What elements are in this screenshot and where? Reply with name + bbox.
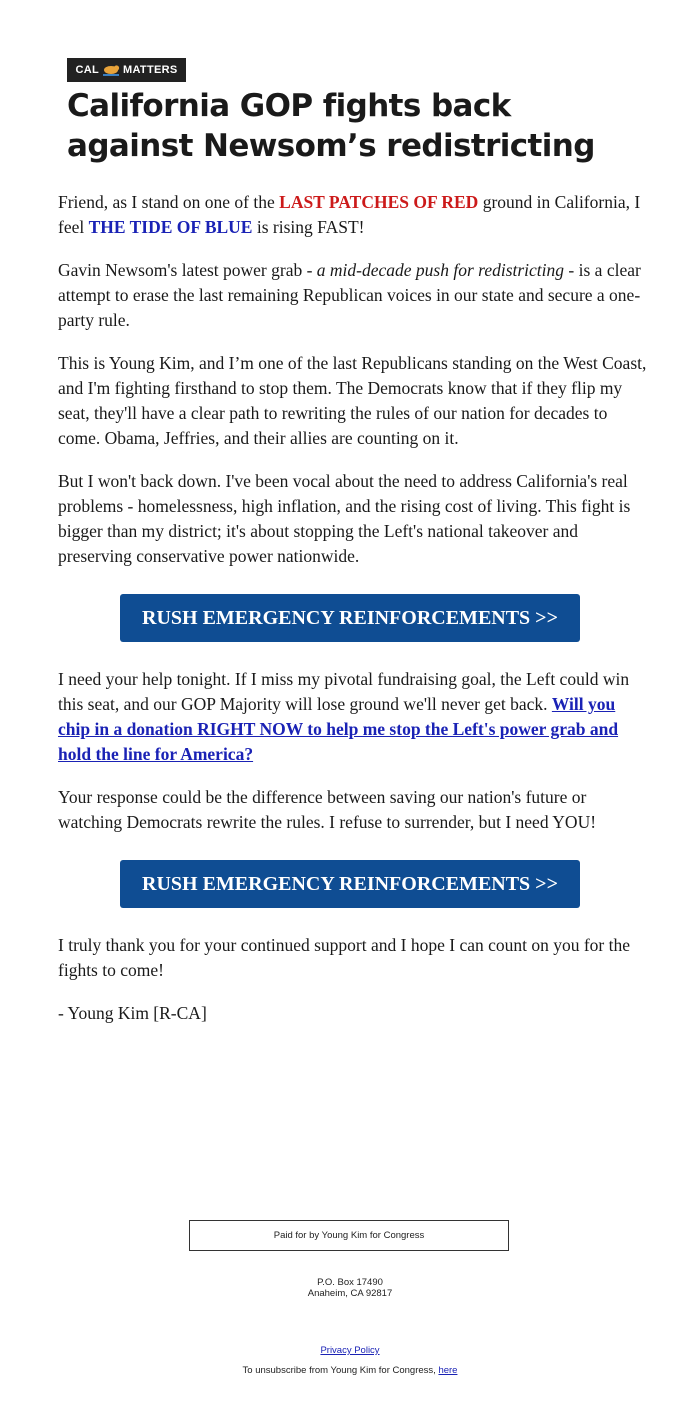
email-body — [58, 190, 648, 1044]
paragraph-need-help — [58, 667, 648, 767]
p5-text-a: I need your help tonight. If I miss my pivotal fundraising goal, the Left could win this seat, and our GOP Majority will lose ground we'll never get back. — [58, 669, 630, 714]
red-emphasis: LAST PATCHES OF RED — [279, 192, 479, 212]
paragraph-young-kim: This is Young Kim, and I’m one of the last Republicans standing on the West Coast, and I'm fighting firsthand to stop them. The Democrats know that if they flip my seat, they'll have a clear path to rewriting the rules of our nation for decades to come. Obama, Jeffries, and their allies are counting on it. — [58, 353, 647, 448]
logo-left-text: CAL — [75, 64, 100, 76]
mailing-address — [200, 1277, 500, 1299]
p1-text-a: Friend, as I stand on one of the — [58, 192, 280, 212]
calmatters-logo[interactable] — [67, 58, 186, 82]
unsubscribe-line — [150, 1361, 550, 1381]
p1-text-b: ground in California, I feel — [58, 192, 641, 237]
p1-text-c: is rising FAST! — [252, 217, 365, 237]
p2-text-b: - is a clear attempt to erase the last remaining Republican voices in our state and secure a one-party rule. — [58, 260, 641, 330]
address-line-1: P.O. Box 17490 — [317, 1277, 383, 1288]
unsubscribe-link[interactable]: here — [438, 1365, 458, 1376]
privacy-policy-link[interactable]: Privacy Policy — [320, 1345, 380, 1356]
paragraph-intro — [58, 190, 648, 240]
footer — [150, 1341, 550, 1381]
paragraph-power-grab — [58, 258, 648, 333]
rush-reinforcements-button-2[interactable]: RUSH EMERGENCY REINFORCEMENTS >> — [120, 860, 580, 908]
address-line-2: Anaheim, CA 92817 — [307, 1288, 393, 1299]
signature: - Young Kim [R-CA] — [58, 1003, 207, 1023]
donation-link[interactable]: Will you chip in a donation RIGHT NOW to help me stop the Left's power grab and hold the line for America? — [58, 694, 619, 764]
paragraph-thank-you: I truly thank you for your continued support and I hope I can count on you for the fights to come! — [58, 935, 631, 980]
rush-reinforcements-button[interactable]: RUSH EMERGENCY REINFORCEMENTS >> — [120, 594, 580, 642]
bear-icon — [102, 63, 120, 77]
paid-for-disclaimer: Paid for by Young Kim for Congress — [189, 1220, 509, 1251]
p2-text-a: Gavin Newsom's latest power grab - — [58, 260, 317, 280]
italic-emphasis: a mid-decade push for redistricting — [316, 260, 565, 280]
paragraph-response: Your response could be the difference between saving our nation's future or watching Democrats rewrite the rules. I refuse to surrender, but I need YOU! — [58, 787, 597, 832]
page-title: California GOP fights back against Newsom’s redistricting — [67, 88, 595, 164]
unsubscribe-text: To unsubscribe from Young Kim for Congress, — [242, 1365, 439, 1376]
paragraph-wont-back-down: But I won't back down. I've been vocal about the need to address California's real problems - homelessness, high inflation, and the rising cost of living. This fight is bigger than my district; it's about stopping the Left's national takeover and preserving conservative power nationwide. — [58, 471, 631, 566]
logo-right-text: MATTERS — [123, 64, 178, 76]
blue-emphasis: THE TIDE OF BLUE — [88, 217, 253, 237]
